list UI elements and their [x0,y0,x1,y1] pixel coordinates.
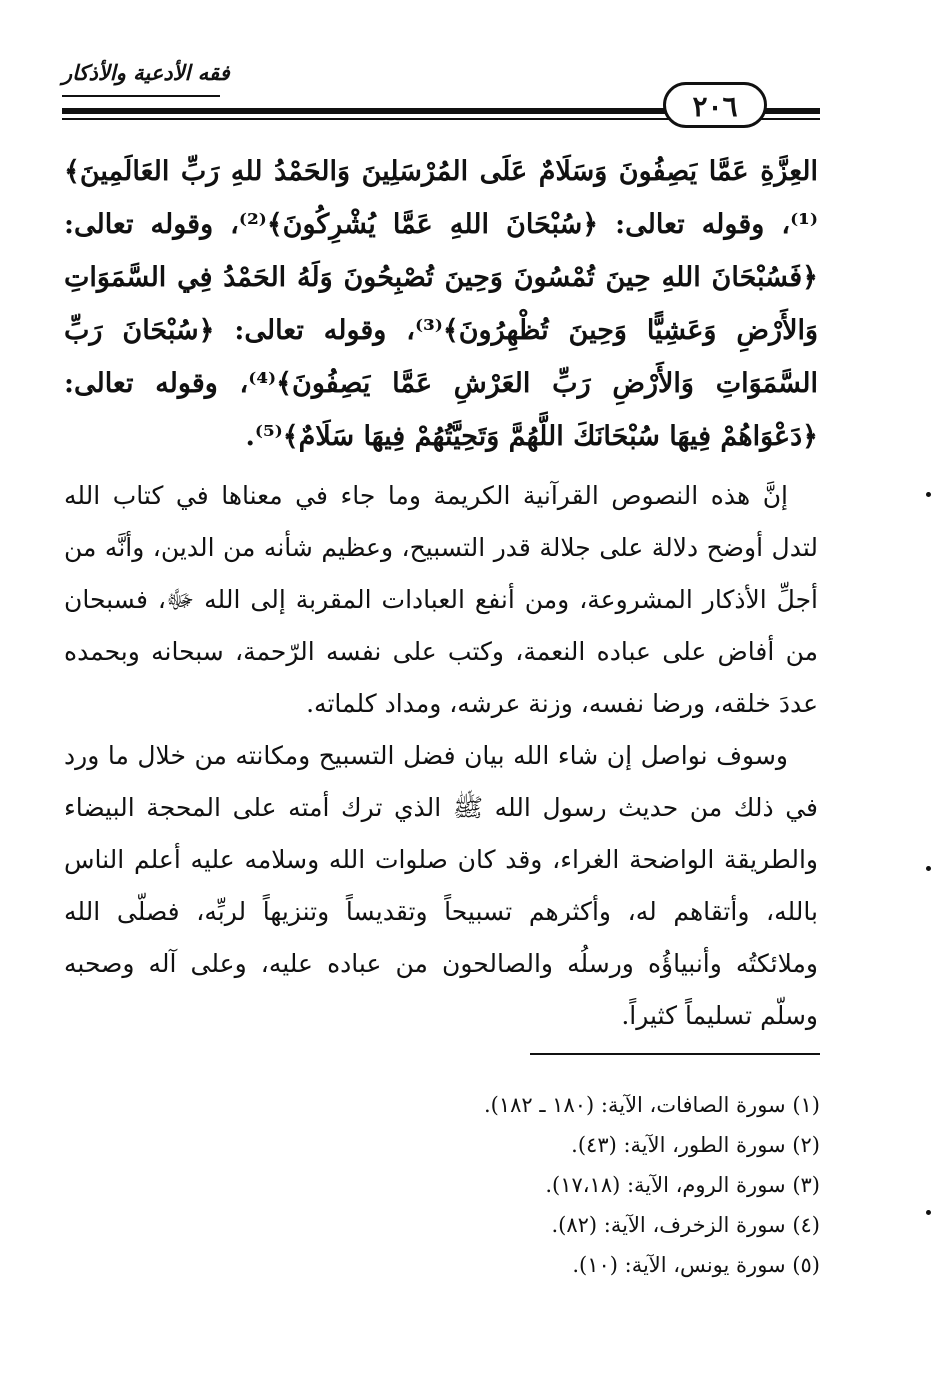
scan-edge-mark [926,1210,931,1215]
running-title: فقه الأدعية والأذكار [62,60,230,85]
footnote-item: (٣) سورة الروم، الآية: (١٧،١٨). [545,1173,820,1197]
footnote-item: (١) سورة الصافات، الآية: (١٨٠ ـ ١٨٢). [483,1093,820,1117]
paragraph-tasbih-importance: إنَّ هذه النصوص القرآنية الكريمة وما جاء في معناها في كتاب الله لتدل أوضح دلالة على جلالة قدر التسبيح، وعظيم شأنه من الدين، وأنَّه من أجلِّ الأذكار المشروعة، ومن أنفع العبادات المقربة إلى الله ﷻ، فسبحان من أفاض على عباده النعمة، وكتب على نفسه الرّحمة، سبحانه وبحمده عددَ خلقه، ورضا نفسه، وزنة عرشه، ومداد كلماته. [64,481,818,718]
footnotes-list [300,1085,820,1285]
page-number: ٢٠٦ [663,82,767,128]
footnote-item: (٢) سورة الطور، الآية: (٤٣). [571,1133,820,1157]
paragraph-prophet-tasbih: وسوف نواصل إن شاء الله بيان فضل التسبيح ومكانته من خلال ما ورد في ذلك من حديث رسول الله ﷺ الذي ترك أمته على المحجة البيضاء والطريقة الواضحة الغراء، وقد كان صلوات الله وسلامه عليه أعلم الناس بالله، وأتقاهم له، وأكثرهم تسبيحاً وتقديساً وتنزيهاً لربِّه، فصلّى الله وملائكتُه وأنبياؤُه ورسلُه والصالحون من عباده عليه، وعلى آله وصحبه وسلّم تسليماً كثيراً. [64,741,818,1030]
footnote-separator [530,1053,820,1055]
scan-edge-mark [926,866,931,871]
running-title-underline [62,95,220,97]
quran-verses-passage: العِزَّةِ عَمَّا يَصِفُونَ وَسَلَامٌ عَلَى المُرْسَلِينَ وَالحَمْدُ للهِ رَبِّ العَالَمِينَ﴾⁽¹⁾، وقوله تعالى: ﴿سُبْحَانَ اللهِ عَمَّا يُشْرِكُونَ﴾⁽²⁾، وقوله تعالى: ﴿فَسُبْحَانَ اللهِ حِينَ تُمْسُونَ وَحِينَ تُصْبِحُونَ وَلَهُ الحَمْدُ فِي السَّمَوَاتِ وَالأَرْضِ وَعَشِيًّا وَحِينَ تُظْهِرُونَ﴾⁽³⁾، وقوله تعالى: ﴿سُبْحَانَ رَبِّ السَّمَوَاتِ وَالأَرْضِ رَبِّ العَرْشِ عَمَّا يَصِفُونَ﴾⁽⁴⁾، وقوله تعالى: ﴿دَعْوَاهُمْ فِيهَا سُبْحَانَكَ اللَّهُمَّ وَتَحِيَّتُهُمْ فِيهَا سَلَامٌ﴾⁽⁵⁾. [64,156,819,452]
footnote-item: (٥) سورة يونس، الآية: (١٠). [572,1253,820,1277]
scan-edge-mark [926,492,931,497]
footnote-item: (٤) سورة الزخرف، الآية: (٨٢). [551,1213,820,1237]
